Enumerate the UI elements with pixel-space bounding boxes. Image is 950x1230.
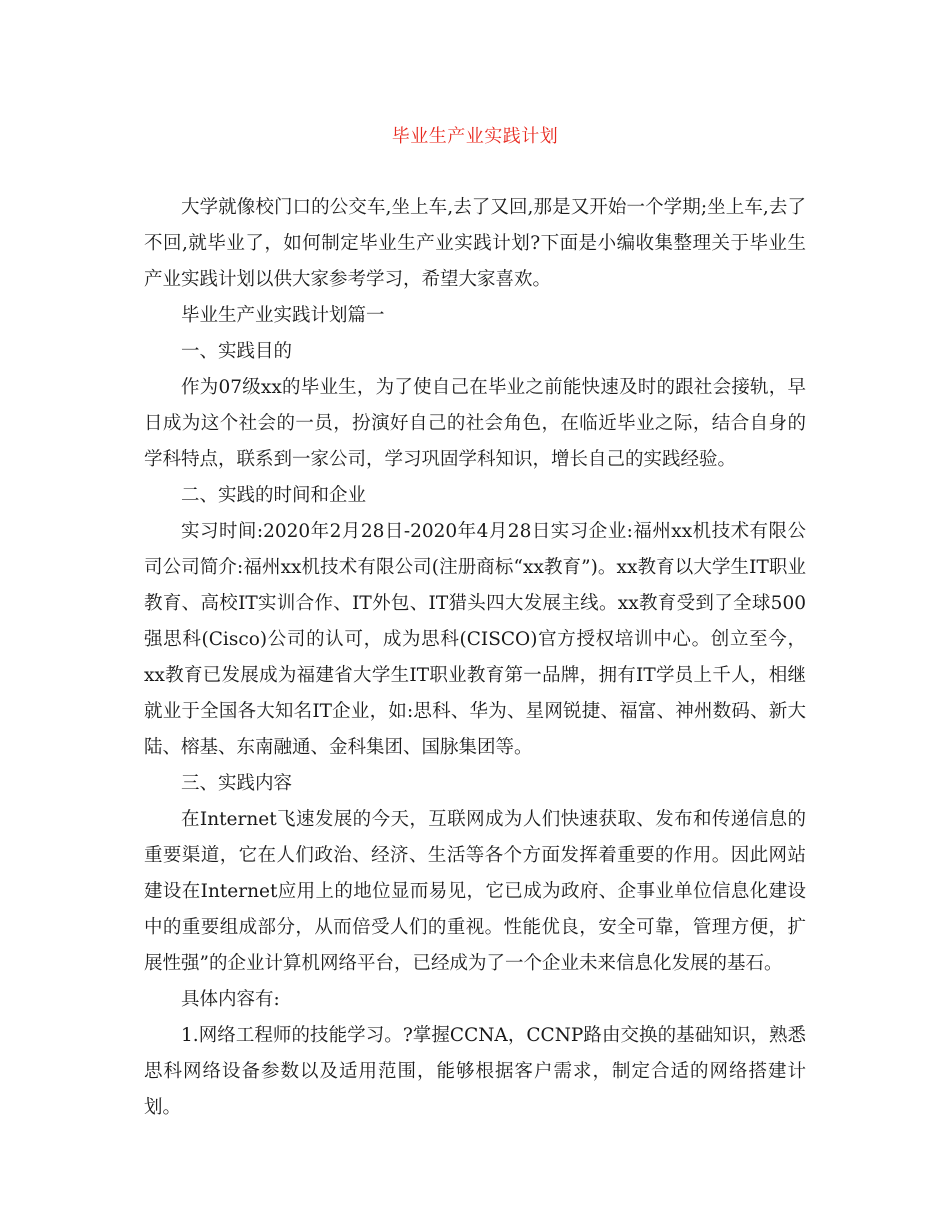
document-body: [144, 190, 806, 1126]
paragraph-item-1: 1.网络工程师的技能学习。?掌握CCNA，CCNP路由交换的基础知识，熟悉思科网络设备参数以及适用范围，能够根据客户需求，制定合适的网络搭建计划。: [144, 1025, 806, 1118]
paragraph-purpose: 作为07级xx的毕业生，为了使自己在毕业之前能快速及时的跟社会接轨，早日成为这个社会的一员，扮演好自己的社会角色，在临近毕业之际，结合自身的学科特点，联系到一家公司，学习巩固学科知识，增长自己的实践经验。: [144, 377, 806, 470]
paragraph-company: 实习时间:2020年2月28日-2020年4月28日实习企业:福州xx机技术有限公司公司简介:福州xx机技术有限公司(注册商标“xx教育”)。xx教育以大学生IT职业教育、高校IT实训合作、IT外包、IT猎头四大发展主线。xx教育受到了全球500强思科(Cisco)公司的认可，成为思科(CISCO)官方授权培训中心。创立至今，xx教育已发展成为福建省大学生IT职业教育第一品牌，拥有IT学员上千人，相继就业于全国各大知名IT企业，如:思科、华为、星网锐捷、福富、神州数码、新大陆、榕基、东南融通、金科集团、国脉集团等。: [144, 521, 806, 758]
paragraph-intro: 大学就像校门口的公交车,坐上车,去了又回,那是又开始一个学期;坐上车,去了不回,就毕业了，如何制定毕业生产业实践计划?下面是小编收集整理关于毕业生产业实践计划以供大家参考学习，希望大家喜欢。: [144, 197, 806, 290]
document-title: 毕业生产业实践计划: [391, 126, 559, 147]
heading-practice-purpose: 一、实践目的: [181, 341, 293, 362]
paragraph-content: 在Internet飞速发展的今天，互联网成为人们快速获取、发布和传递信息的重要渠道，它在人们政治、经济、生活等各个方面发挥着重要的作用。因此网站建设在Internet应用上的地位显而易见，它已成为政府、企事业单位信息化建设中的重要组成部分，从而倍受人们的重视。性能优良，安全可靠，管理方便，扩展性强”的企业计算机网络平台，已经成为了一个企业未来信息化发展的基石。: [144, 809, 806, 974]
heading-time-and-company: 二、实践的时间和企业: [181, 485, 367, 506]
section-heading-part-one: 毕业生产业实践计划篇一: [181, 305, 385, 326]
heading-practice-content: 三、实践内容: [181, 773, 293, 794]
paragraph-details-label: 具体内容有:: [181, 989, 280, 1010]
